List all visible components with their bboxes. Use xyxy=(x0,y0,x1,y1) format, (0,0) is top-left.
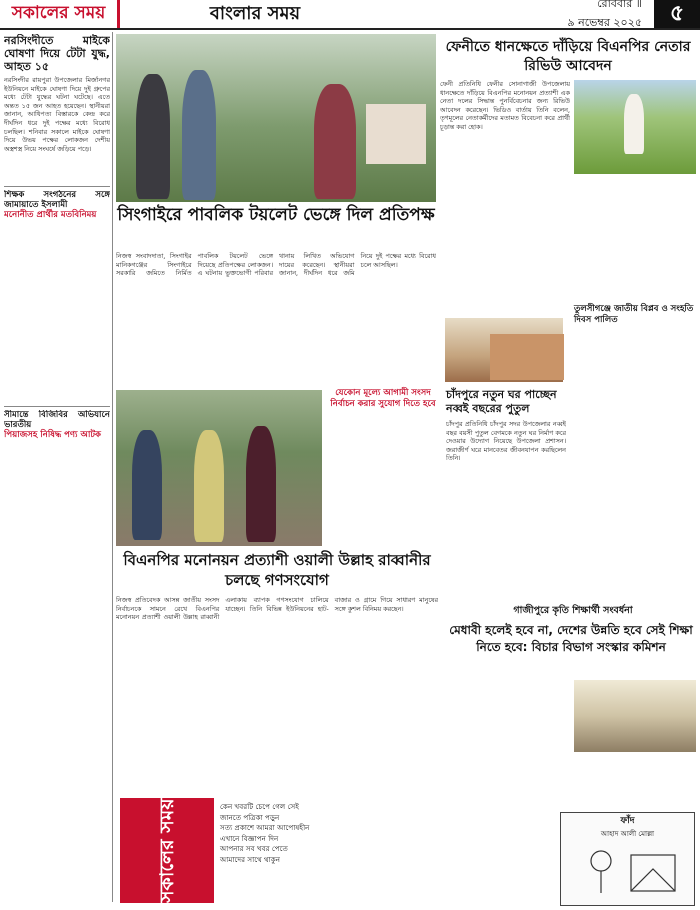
cartoon xyxy=(560,812,695,906)
story-narsingdi xyxy=(4,34,110,184)
body-chandpur-text: চাঁদপুর প্রতিনিধি চাঁদপুর সদর উপজেলার নব্বই বছর বয়সী পুতুল বেগমকে নতুন ঘর নির্মাণ করে দেওয়ার উদ্যোগ নিয়েছে উপজেলা প্রশাসন। জরাজীর্ণ ঘরে মানবেতর জীবনযাপন করছিলেন তিনি। xyxy=(446,420,566,463)
body-toilet xyxy=(116,252,436,386)
body-waliullah-text: নিজস্ব প্রতিবেদক আসন্ন জাতীয় সংসদ নির্বাচনকে সামনে রেখে বিএনপির মনোনয়ন প্রত্যাশী ওয়ালী উল্লাহ রাব্বানী এলাকায় ব্যাপক গণসংযোগ চালিয়ে যাচ্ছেন। তিনি বিভিন্ন ইউনিয়নের হাট-বাজার ও গ্রামে গিয়ে সাধারণ মানুষের সঙ্গে কুশল বিনিময় করছেন। xyxy=(116,596,438,622)
body-feni xyxy=(440,80,570,300)
headline-mp[interactable]: যেকোন মূল্যে আগামী সংসদ নির্বাচন করার সুযোগ দিতে হবে xyxy=(330,388,436,409)
headline-tulsi[interactable]: তুলসীগঞ্জে জাতীয় বিপ্লব ও সংহতি দিবস পালিত xyxy=(574,304,694,325)
story-border xyxy=(4,410,110,850)
ad-logo[interactable]: সকালের সময় xyxy=(120,798,214,903)
person-figure xyxy=(314,84,356,199)
cartoon-title: ফাঁদ xyxy=(620,816,635,826)
body-feni-text: ফেনী প্রতিনিধি ফেনীর সোনাগাজী উপজেলায় ধানক্ষেতে দাঁড়িয়ে বিএনপির মনোনয়ন প্রত্যাশী এক নেতা দলের সিদ্ধান্ত পুনর্বিবেচনার জন্য রিভিউ আবেদন করেছেন। ভিডিও বার্তায় তিনি বলেন, তৃণমূলের নেতাকর্মীদের মতামত বিবেচনা করে প্রার্থী চূড়ান্ত করা হোক। xyxy=(440,80,570,131)
subhead-border: পিয়াজসহ নিষিদ্ধ পণ্য আটক xyxy=(4,430,101,440)
person-figure xyxy=(246,426,276,542)
person-figure xyxy=(624,94,644,154)
ad-box[interactable] xyxy=(214,798,344,903)
photo-toilet-site xyxy=(116,34,436,202)
person-figure xyxy=(182,70,216,200)
headline-chandpur[interactable]: চাঁদপুরে নতুন ঘর পাচ্ছেন নব্বই বছরের পুতুল xyxy=(446,388,557,415)
body-talent xyxy=(444,684,570,802)
body-waliullah xyxy=(116,596,438,792)
masthead xyxy=(0,0,700,30)
kicker-talent: গাজীপুরে কৃতি শিক্ষার্থী সংবর্ধনা xyxy=(513,605,633,616)
person-figure xyxy=(136,74,170,199)
headline-jamaat[interactable]: শিক্ষক সংগঠনের সঙ্গে জামায়াতে ইসলামী xyxy=(4,190,110,210)
section-title: বাংলার সময় xyxy=(209,2,301,24)
photo-campaign-crowd xyxy=(116,390,322,546)
headline-border[interactable]: সীমান্তে বিজিবির অভিযানে ভারতীয় xyxy=(4,410,110,430)
person-figure xyxy=(132,430,162,540)
ad-line: সত্য প্রকাশে আমরা আপোষহীন xyxy=(220,823,310,833)
toilet-structure xyxy=(366,104,426,164)
body-chandpur xyxy=(446,420,566,590)
photo-chandpur-2 xyxy=(490,334,564,380)
date-block xyxy=(390,0,654,28)
subhead-jamaat: মনোনীত প্রার্থীর মতবিনিময় xyxy=(4,210,97,220)
date-label: ৯ নভেম্বর ২০২৫ xyxy=(567,16,642,29)
headline-narsingdi[interactable]: নরসিংদীতে মাইকে ঘোষণা দিয়ে টেটা যুদ্ধ, আহত ১৫ xyxy=(4,34,110,73)
cartoon-illustration xyxy=(561,841,694,901)
ad-line: আপনার সব খবর পেতে xyxy=(220,844,288,854)
body-toilet-text: নিজস্ব সংবাদদাতা, সিংগাইর মানিকগঞ্জের সিংগাইরে সরকারি জমিতে নির্মিত পাবলিক টয়লেট ভেঙ্গে দিয়েছে প্রতিপক্ষের লোকজন। এ ঘটনায় ভুক্তভোগী পরিবার থানায় লিখিত অভিযোগ দায়ের করেছেন। স্থানীয়রা জানান, দীর্ঘদিন ধরে জমি নিয়ে দুই পক্ষের মধ্যে বিরোধ চলে আসছিল। xyxy=(116,252,436,278)
divider xyxy=(4,406,110,407)
photo-award-event xyxy=(574,680,696,752)
divider xyxy=(4,186,110,187)
column-rule xyxy=(112,32,113,902)
body-narsingdi: নরসিংদীর রায়পুরা উপজেলার মির্জানগর ইউনিয়নে মাইকে ঘোষণা দিয়ে দুই গ্রুপের মধ্যে টেটা যুদ্ধের ঘটনা ঘটেছে। এতে অন্তত ১৫ জন আহত হয়েছেন। স্থানীয়রা জানান, আধিপত্য বিস্তারকে কেন্দ্র করে দীর্ঘদিন ধরে দুই পক্ষের মধ্যে বিরোধ চলছিল। শনিবার সকালে মাইকে ঘোষণা দিয়ে উভয় পক্ষের লোকজন দেশীয় অস্ত্রশস্ত্র নিয়ে সংঘর্ষে জড়িয়ে পড়ে। xyxy=(4,76,110,153)
headline-waliullah[interactable]: বিএনপির মনোনয়ন প্রত্যাশী ওয়ালী উল্লাহ রাব্বানীর চলছে গণসংযোগ xyxy=(123,551,431,589)
headline-feni[interactable]: ফেনীতে ধানক্ষেতে দাঁড়িয়ে বিএনপির নেতার রিভিউ আবেদন xyxy=(445,39,691,74)
day-label: রোববার ॥ xyxy=(597,0,642,10)
person-figure xyxy=(194,430,224,542)
ad-line: আমাদের সাথে থাকুন xyxy=(220,854,281,864)
newspaper-logo[interactable]: সকালের সময় xyxy=(0,0,120,28)
cartoon-artist: আহাদ আলী মোল্লা xyxy=(600,830,655,838)
photo-paddy-field xyxy=(574,80,696,174)
headline-toilet[interactable]: সিংগাইরে পাবলিক টয়লেট ভেঙ্গে দিল প্রতিপক্ষ xyxy=(117,205,435,225)
ad-line: কেন খবরটি চেপে গেল সেই xyxy=(220,802,299,811)
story-jamaat xyxy=(4,190,110,402)
ad-line: এখানে বিজ্ঞাপন দিন xyxy=(220,833,279,843)
ad-line: জানতে পত্রিকা পড়ুন xyxy=(220,812,280,822)
headline-talent[interactable]: মেধাবী হলেই হবে না, দেশের উন্নতি হবে সেই শিক্ষা নিতে হবে: বিচার বিভাগ সংস্কার কমিশন xyxy=(449,623,693,654)
page-number: ৫ xyxy=(654,0,700,28)
